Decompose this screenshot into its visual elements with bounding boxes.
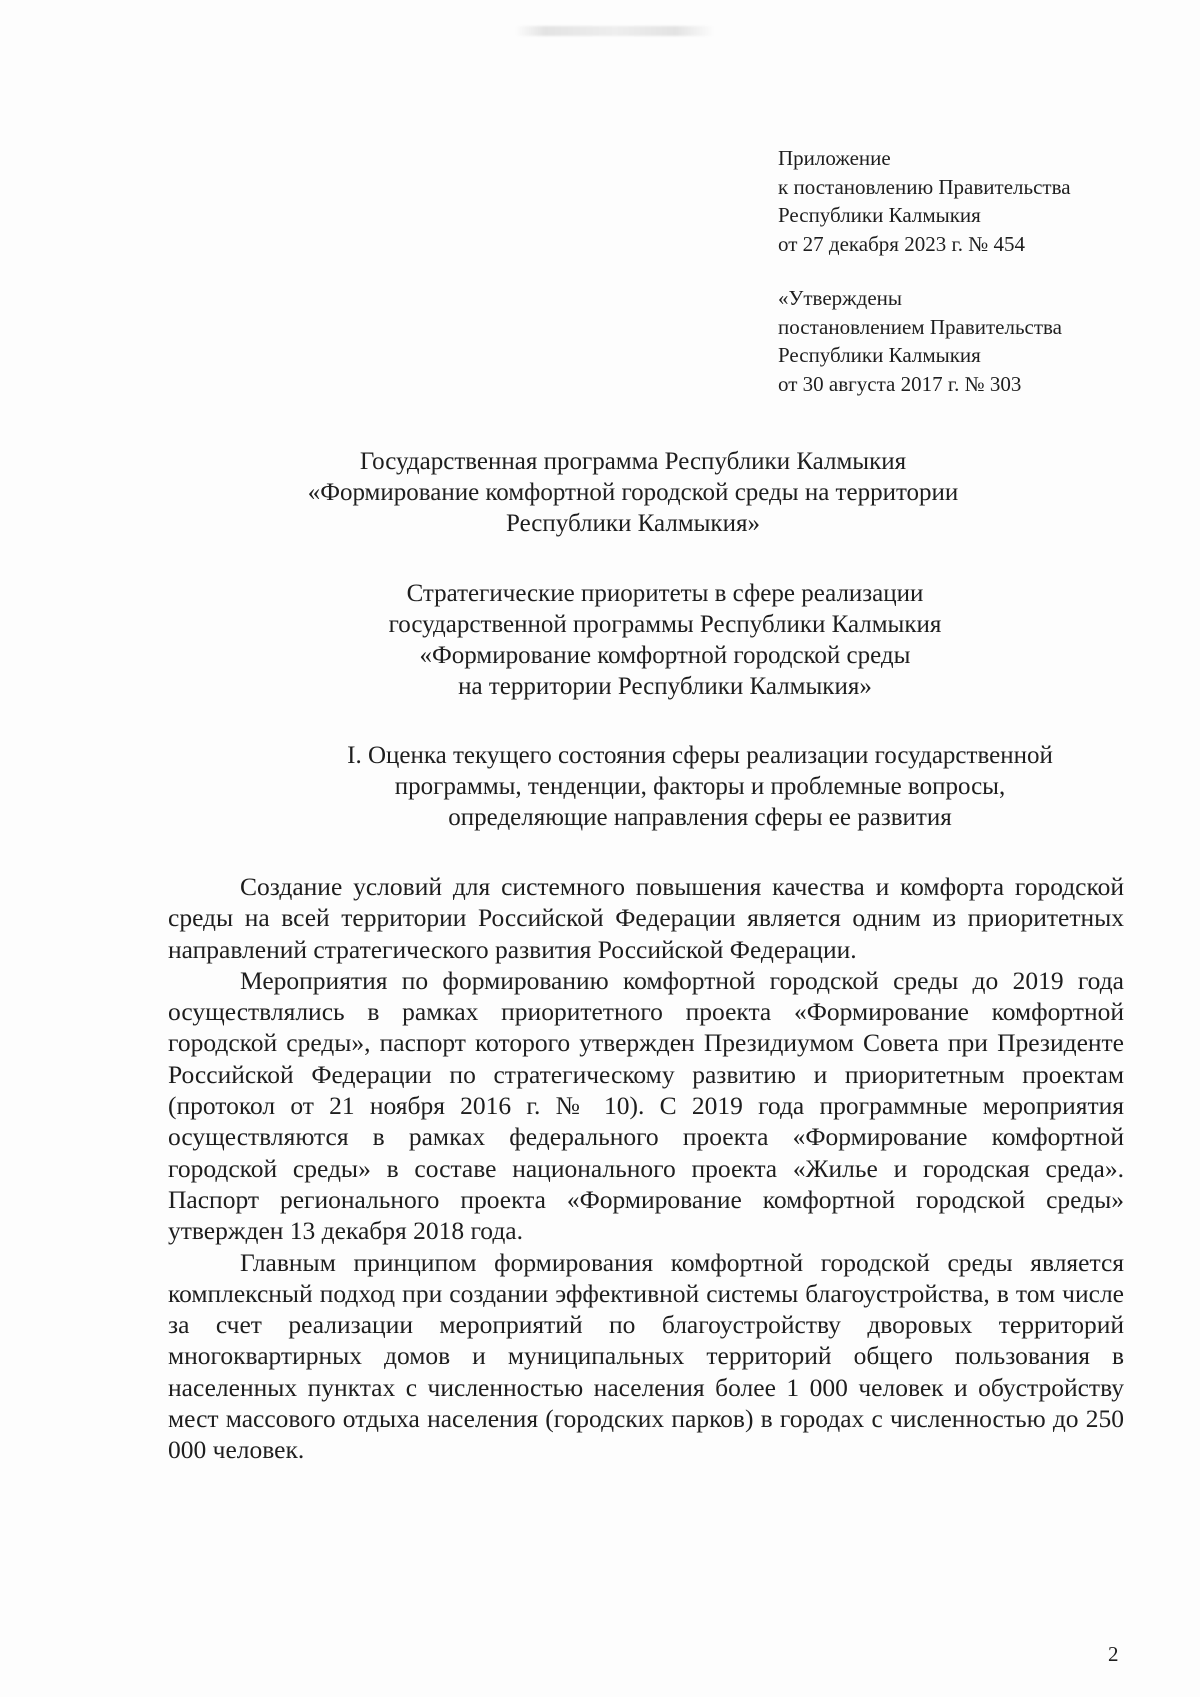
approval-line: от 30 августа 2017 г. № 303 — [778, 371, 1022, 396]
program-title-line: Республики Калмыкия» — [506, 510, 760, 537]
priorities-title-line: «Формирование комфортной городской среды — [419, 642, 911, 669]
program-title — [148, 446, 1118, 539]
approval-line: Республики Калмыкия — [778, 343, 981, 367]
appendix-line: Республики Калмыкия — [778, 203, 981, 227]
priorities-title-line: на территории Республики Калмыкия» — [458, 673, 872, 700]
program-title-line: Государственная программа Республики Калмыкия — [359, 448, 907, 475]
appendix-note — [778, 144, 1178, 258]
appendix-line: от 27 декабря 2023 г. № 454 — [778, 231, 1025, 256]
scan-artifact — [515, 26, 715, 36]
section-heading-line: программы, тенденции, факторы и проблемные вопросы, — [394, 773, 1006, 800]
priorities-title-line: Стратегические приоритеты в сфере реализации — [406, 580, 924, 607]
section-heading-line: I. Оценка текущего состояния сферы реализации государственной — [347, 742, 1053, 769]
approval-line: постановлением Правительства — [778, 314, 1063, 339]
paragraph: Главным принципом формирования комфортной городской среды является комплексный подход при создании эффективной системы благоустройства, в том числе за счет реализации мероприятий по благоустройству дворовых территорий многоквартирных домов и муниципальных территорий общего пользования в населенных пунктах с численностью населения более 1 000 человек и обустройству мест массового отдыха населения (городских парков) в городах с численностью до 250 000 человек. — [168, 1247, 1124, 1465]
priorities-title — [180, 578, 1150, 702]
section-heading-line: определяющие направления сферы ее развития — [448, 804, 952, 831]
appendix-line: Приложение — [778, 146, 891, 170]
priorities-title-line: государственной программы Республики Калмыкия — [388, 611, 942, 638]
approval-note — [778, 284, 1178, 398]
program-title-line: «Формирование комфортной городской среды на территории — [307, 479, 959, 506]
section-heading — [275, 740, 1125, 833]
paragraph: Мероприятия по формированию комфортной городской среды до 2019 года осуществлялись в рамках приоритетного проекта «Формирование комфортной городской среды», паспорт которого утвержден Президиумом Совета при Президенте Российской Федерации по стратегическому развитию и приоритетным проектам (протокол от 21 ноября 2016 г. № 10). С 2019 года программные мероприятия осуществляются в рамках федерального проекта «Формирование комфортной городской среды» в составе национального проекта «Жилье и городская среда». Паспорт регионального проекта «Формирование комфортной городской среды» утвержден 13 декабря 2018 года. — [168, 965, 1124, 1246]
body-text — [168, 871, 1124, 1466]
approval-line: «Утверждены — [778, 286, 903, 310]
appendix-line: к постановлению Правительства — [778, 174, 1071, 199]
paragraph: Создание условий для системного повышения качества и комфорта городской среды на всей территории Российской Федерации является одним из приоритетных направлений стратегического развития Российской Федерации. — [168, 872, 1124, 964]
page-number: 2 — [1108, 1642, 1119, 1666]
